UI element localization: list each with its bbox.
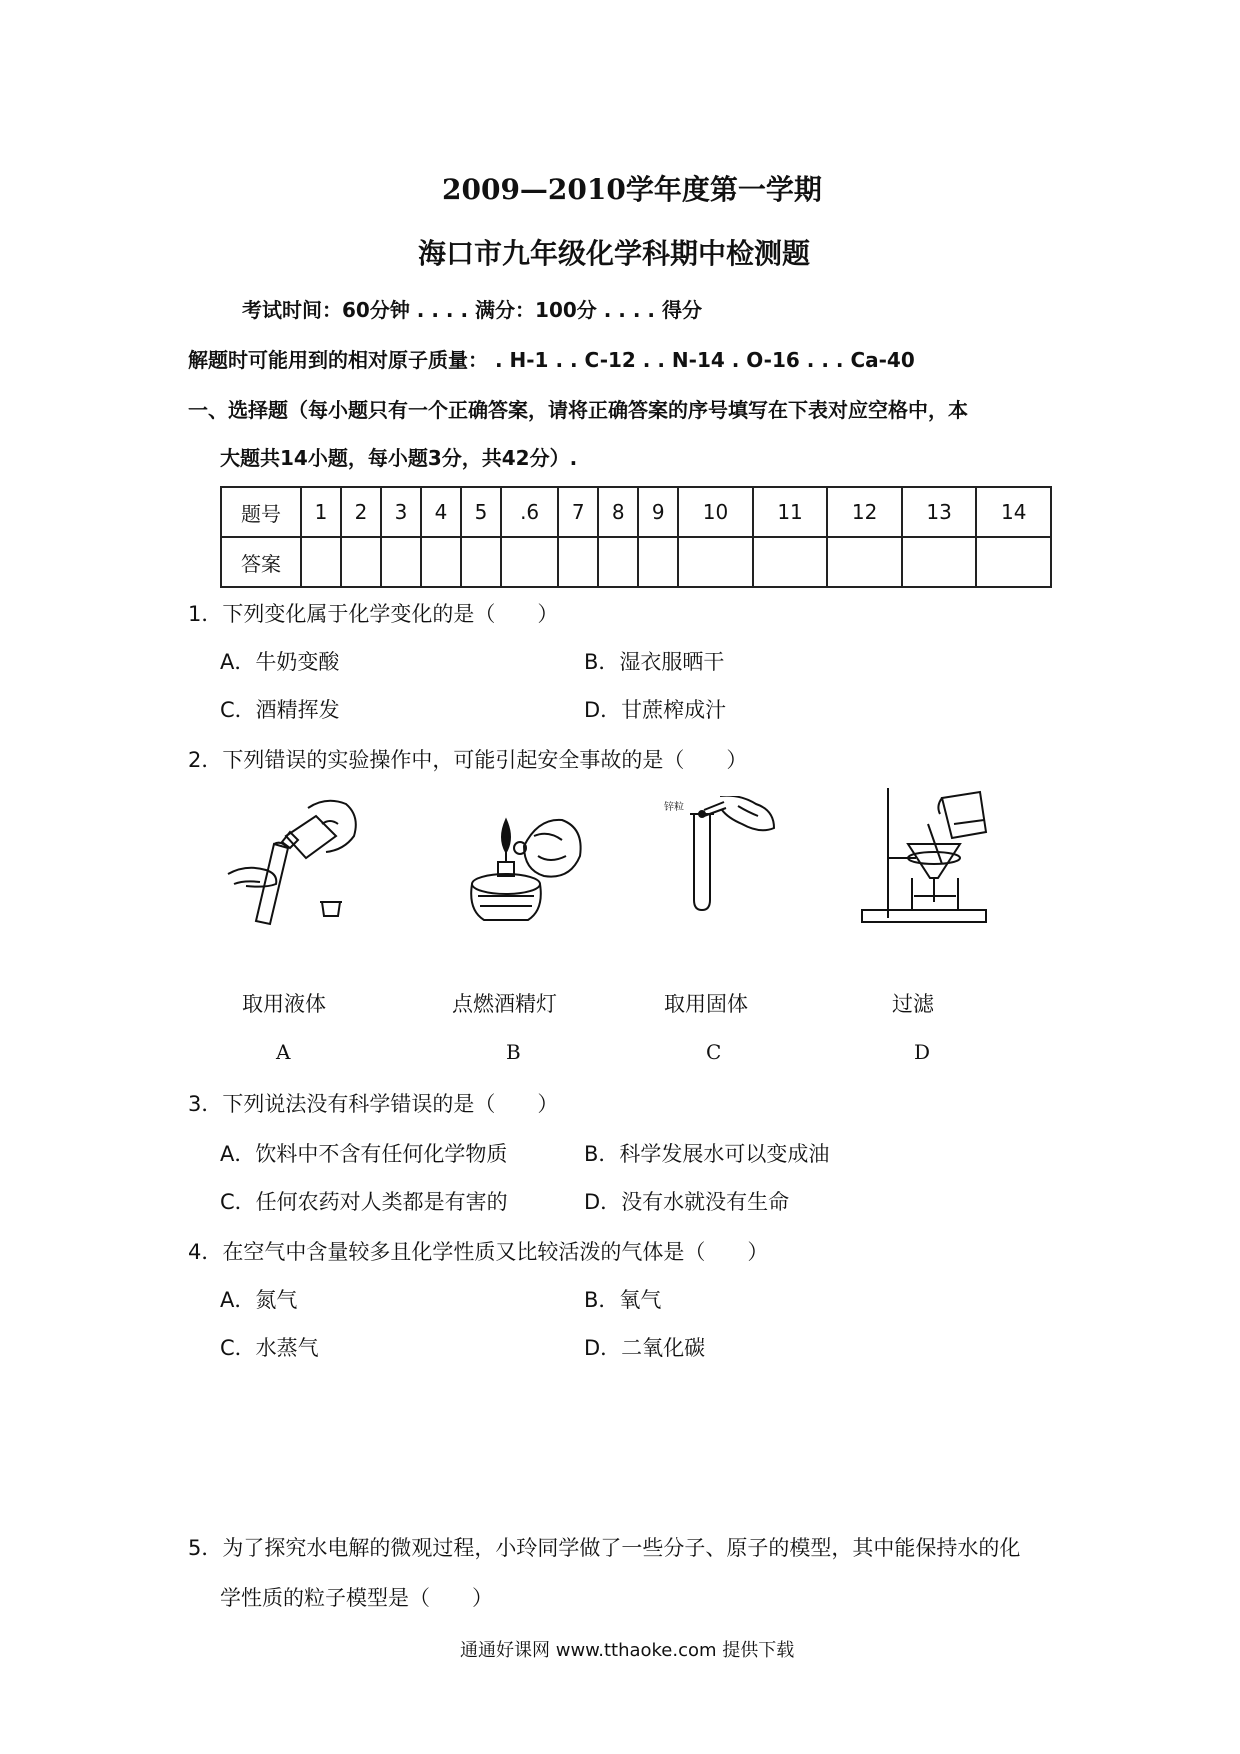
answer-table-number: 13 <box>902 487 977 537</box>
answer-table-number: 1 <box>301 487 341 537</box>
answer-table-number-row <box>221 487 1051 537</box>
question-4-option-c: C．水蒸气 <box>220 1336 319 1360</box>
figure-taking-liquid <box>226 796 376 926</box>
question-3-stem: 3．下列说法没有科学错误的是（ ） <box>188 1092 559 1116</box>
figure-filtration <box>858 784 998 928</box>
answer-cell[interactable] <box>976 537 1051 587</box>
answer-cell[interactable] <box>902 537 977 587</box>
answer-table-number: 7 <box>558 487 598 537</box>
figure-label-d: 过滤 <box>892 992 934 1016</box>
answer-table-number: 2 <box>341 487 381 537</box>
question-4-option-d: D．二氧化碳 <box>584 1336 706 1360</box>
section-heading-line-1: 一、选择题（每小题只有一个正确答案，请将正确答案的序号填写在下表对应空格中，本 <box>188 398 968 422</box>
question-1-option-d: D．甘蔗榨成汁 <box>584 698 727 722</box>
section-heading-line-2: 大题共14小题，每小题3分，共42分）. <box>220 446 578 470</box>
figure-letter-b: B <box>506 1040 521 1064</box>
answer-cell[interactable] <box>341 537 381 587</box>
question-3-option-b: B．科学发展水可以变成油 <box>584 1142 830 1166</box>
question-3-option-d: D．没有水就没有生命 <box>584 1190 790 1214</box>
answer-table-number: 9 <box>638 487 678 537</box>
question-3-option-c: C．任何农药对人类都是有害的 <box>220 1190 508 1214</box>
question-1-option-b: B．湿衣服晒干 <box>584 650 725 674</box>
question-3-option-a: A．饮料中不含有任何化学物质 <box>220 1142 508 1166</box>
figure-label-c: 取用固体 <box>664 992 748 1016</box>
answer-table-number: 10 <box>678 487 753 537</box>
answer-table-answer-row <box>221 537 1051 587</box>
answer-table-number: .6 <box>501 487 558 537</box>
footer-source: 通通好课网 www.tthaoke.com 提供下载 <box>460 1640 795 1661</box>
answer-table-number: 5 <box>461 487 501 537</box>
answer-table-row-label: 题号 <box>221 487 301 537</box>
question-1-stem: 1．下列变化属于化学变化的是（ ） <box>188 602 559 626</box>
answer-cell[interactable] <box>301 537 341 587</box>
figure-c-small-text: 锌粒 <box>664 802 684 813</box>
title-line-2: 海口市九年级化学科期中检测题 <box>418 237 811 270</box>
title-line-1: 2009—2010学年度第一学期 <box>442 173 822 206</box>
answer-cell[interactable] <box>381 537 421 587</box>
answer-table-number: 8 <box>598 487 638 537</box>
question-4-option-b: B．氧气 <box>584 1288 662 1312</box>
question-1-option-a: A．牛奶变酸 <box>220 650 340 674</box>
answer-table-number: 3 <box>381 487 421 537</box>
answer-table-number: 12 <box>827 487 902 537</box>
figure-label-a: 取用液体 <box>242 992 326 1016</box>
exam-info: 考试时间：60分钟 . . . . 满分：100分 . . . . 得分 <box>242 298 702 322</box>
figure-letter-d: D <box>914 1040 931 1064</box>
answer-table-number: 4 <box>421 487 461 537</box>
answer-cell[interactable] <box>558 537 598 587</box>
atomic-masses: 解题时可能用到的相对原子质量： . H-1 . . C-12 . . N-14 . O-16 . . . Ca-40 <box>188 348 915 372</box>
answer-cell[interactable] <box>461 537 501 587</box>
figure-lighting-alcohol-lamp <box>458 800 588 930</box>
question-5-stem-line-2: 学性质的粒子模型是（ ） <box>220 1586 493 1610</box>
question-1-option-c: C．酒精挥发 <box>220 698 340 722</box>
question-5-stem-line-1: 5．为了探究水电解的微观过程，小玲同学做了一些分子、原子的模型，其中能保持水的化 <box>188 1536 1021 1560</box>
figure-label-b: 点燃酒精灯 <box>452 992 557 1016</box>
figure-letter-c: C <box>706 1040 722 1064</box>
question-4-option-a: A．氮气 <box>220 1288 298 1312</box>
answer-table <box>220 486 1052 588</box>
answer-cell[interactable] <box>827 537 902 587</box>
figure-letter-a: A <box>276 1040 291 1064</box>
answer-cell[interactable] <box>753 537 828 587</box>
answer-cell[interactable] <box>421 537 461 587</box>
answer-cell[interactable] <box>638 537 678 587</box>
answer-table-row-label: 答案 <box>221 537 301 587</box>
answer-table-number: 14 <box>976 487 1051 537</box>
answer-cell[interactable] <box>678 537 753 587</box>
question-2-stem: 2．下列错误的实验操作中，可能引起安全事故的是（ ） <box>188 748 748 772</box>
answer-table-number: 11 <box>753 487 828 537</box>
question-4-stem: 4．在空气中含量较多且化学性质又比较活泼的气体是（ ） <box>188 1240 769 1264</box>
figure-taking-solid <box>664 796 784 916</box>
answer-cell[interactable] <box>598 537 638 587</box>
answer-cell[interactable] <box>501 537 558 587</box>
